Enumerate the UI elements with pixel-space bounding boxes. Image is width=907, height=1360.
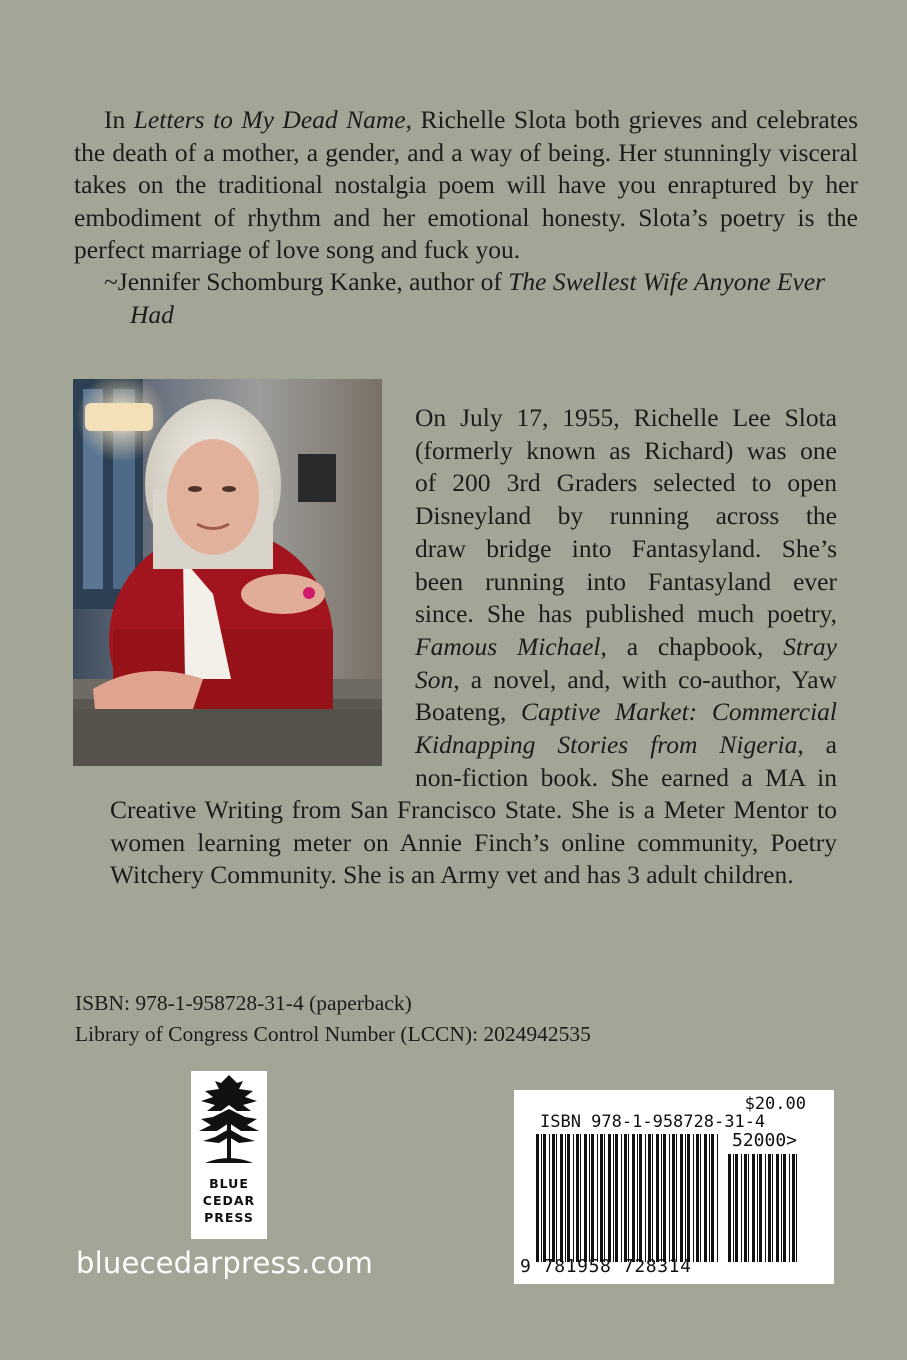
novel-title-part2: Son	[415, 664, 454, 694]
blurb-prefix: In	[104, 105, 134, 134]
bio-text: Boateng,	[415, 697, 522, 727]
novel-title-part1: Stray	[783, 631, 837, 661]
bio-line: been running into Fantasyland ever	[415, 566, 837, 596]
bio-line: Creative Writing from San Francisco State. She is a Meter Mentor to	[110, 795, 837, 824]
bio-line: non-fiction book. She earned a MA in	[415, 762, 837, 792]
bio-line	[415, 664, 837, 697]
nonfiction-title-part2: Kidnapping Stories from Nigeria	[415, 730, 798, 760]
chapbook-title: Famous Michael	[415, 631, 601, 661]
barcode-isbn: ISBN 978-1-958728-31-4	[540, 1112, 766, 1132]
cover-blurb	[74, 104, 858, 267]
blurb-attribution	[104, 266, 870, 331]
blurb-book-title: Letters to My Dead Name	[133, 105, 406, 134]
bio-line: Witchery Community. She is an Army vet and has 3 adult children.	[110, 860, 794, 889]
isbn-info	[75, 988, 591, 1050]
lccn-line: Library of Congress Control Number (LCCN): 2024942535	[75, 1022, 591, 1046]
bio-line: Disneyland by running across the	[415, 501, 837, 531]
bio-line	[415, 631, 837, 664]
author-bio-wrap	[415, 402, 837, 794]
blurb-text: , Richelle Slota both grieves and celebrates the death of a mother, a gender, and a way of being. Her stunningly visceral takes on the traditional nostalgia poem will have you enraptured by her embodiment of rhythm and her emotional honesty. Slota’s poetry is the perfect marriage of love song and fuck you.	[74, 105, 858, 264]
bio-text: , a chapbook,	[600, 631, 784, 661]
bio-line	[415, 729, 837, 762]
barcode-digits: 9 781958 728314	[520, 1256, 692, 1277]
cedar-tree-icon	[191, 1071, 267, 1171]
price-addon: 52000>	[732, 1130, 798, 1151]
author-photo	[73, 379, 382, 766]
bio-line: women learning meter on Annie Finch’s online community, Poetry	[110, 827, 837, 857]
bio-line: (formerly known as Richard) was one	[415, 435, 837, 465]
bio-line: of 200 3rd Graders selected to open	[415, 468, 837, 498]
attribution-book-title: The Swellest Wife Anyone Ever Had	[130, 267, 826, 329]
bio-line: since. She has published much poetry,	[415, 599, 837, 629]
barcode	[514, 1090, 834, 1284]
bio-text: , a novel, and, with co-author, Yaw	[453, 664, 837, 694]
barcode-bars	[514, 1090, 834, 1284]
bio-line	[415, 696, 837, 729]
author-bio-continued	[110, 794, 837, 892]
nonfiction-title-part1: Captive Market: Commercial	[521, 697, 837, 727]
bio-line: On July 17, 1955, Richelle Lee Slota	[415, 403, 837, 432]
logo-word-blue: BLUE	[209, 1176, 249, 1191]
publisher-logo	[191, 1071, 267, 1239]
bio-text: , a	[797, 730, 837, 760]
bio-line: draw bridge into Fantasyland. She’s	[415, 533, 837, 563]
isbn-line: ISBN: 978-1-958728-31-4 (paperback)	[75, 991, 412, 1015]
publisher-website: bluecedarpress.com	[76, 1246, 374, 1280]
logo-word-cedar: CEDAR	[202, 1193, 256, 1208]
attribution-prefix: ~Jennifer Schomburg Kanke, author of	[104, 267, 509, 296]
logo-word-press: PRESS	[204, 1210, 254, 1225]
price-label: $20.00	[744, 1094, 806, 1114]
